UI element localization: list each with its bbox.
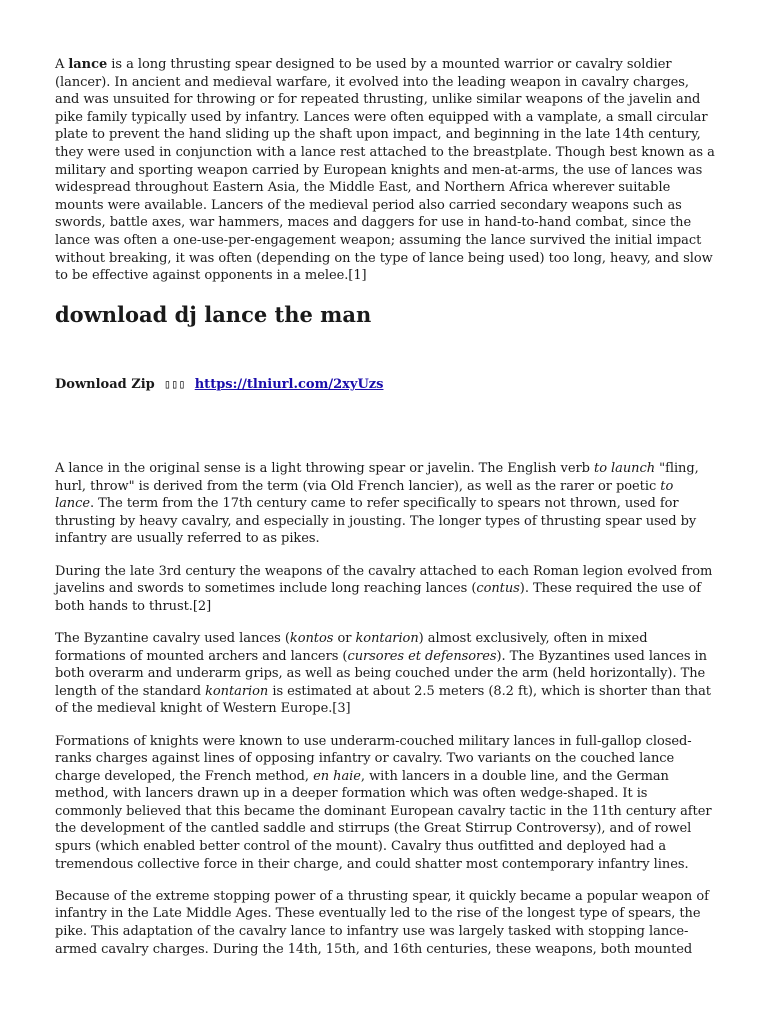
text-run: is estimated at about 2.5 meters (8.2 ft), which is shorter than that of the medieval knight of Western Europe.[3] <box>55 683 711 717</box>
italic-term: cursores et defensores <box>347 648 497 664</box>
paragraph-knights <box>55 733 715 874</box>
intro-prefix: A <box>55 57 69 72</box>
article-body <box>55 460 715 973</box>
text-run: , with lancers in a double line, and the German method, with lancers drawn up in a deeper formation which was often wedge-shaped. It is commonly believed that this became the dominant European cavalry tactic in the 11th century after the development of the cantled saddle and stirrups (the Great Stirrup Controversy), and of rowel spurs (which enabled better control of the mount). Cavalry thus outfitted and deployed had a tremendous collective force in their charge, and could shatter most contemporary infantry lines. <box>55 768 712 872</box>
page-heading: download dj lance the man <box>55 302 372 327</box>
italic-term: contus <box>476 581 520 597</box>
intro-paragraph <box>55 56 715 285</box>
text-run: or <box>333 630 356 646</box>
text-run: A lance in the original sense is a light throwing spear or javelin. The English verb <box>55 461 595 476</box>
intro-bold-term: lance <box>68 57 108 72</box>
text-run: ) almost exclusively, often in mixed formations of mounted archers and lancers ( <box>55 630 648 664</box>
text-run: ). These required the use of both hands to thrust.[2] <box>55 581 702 614</box>
download-link[interactable]: https://tlniurl.com/2xyUzs <box>194 377 384 392</box>
italic-term: kontos <box>289 630 334 646</box>
paragraph-roman <box>55 563 715 616</box>
download-label: Download Zip <box>55 377 155 392</box>
italic-term: kontarion <box>355 630 419 646</box>
download-glyph-icon: ▯▯▯ <box>163 377 186 391</box>
text-run: . The term from the 17th century came to refer specifically to spears not thrown, used for thrusting by heavy cavalry, and especially in jousting. The longer types of thrusting spear used by infantry are usually referred to as pikes. <box>55 496 697 547</box>
intro-text: is a long thrusting spear designed to be used by a mounted warrior or cavalry soldier (lancer). In ancient and medieval warfare, it evolved into the leading weapon in cavalry charges, and was unsuited for throwing or for repeated thrusting, unlike similar weapons of the javelin and pike family typically used by infantry. Lances were often equipped with a vamplate, a small circular plate to prevent the hand sliding up the shaft upon impact, and beginning in the late 14th century, they were used in conjunction with a lance rest attached to the breastplate. Though best known as a military and sporting weapon carried by European knights and men-at-arms, the use of lances was widespread throughout Eastern Asia, the Middle East, and Northern Africa wherever suitable mounts were available. Lancers of the medieval period also carried secondary weapons such as swords, battle axes, war hammers, maces and daggers for use in hand-to-hand combat, since the lance was often a one-use-per-engagement weapon; assuming the lance survived the initial impact without breaking, it was often (depending on the type of lance being used) too long, heavy, and slow to be effective against opponents in a melee.[1] <box>55 57 715 284</box>
italic-term: to lance <box>55 478 674 512</box>
text-run: Formations of knights were known to use underarm-couched military lances in full-gallop closed-ranks charges against lines of opposing infantry or cavalry. Two variants on the couched lance charge developed, the French method, <box>55 733 692 784</box>
text-run: During the late 3rd century the weapons of the cavalry attached to each Roman legion evolved from javelins and swords to sometimes include long reaching lances ( <box>55 563 713 597</box>
paragraph-etymology <box>55 460 715 548</box>
italic-term: kontarion <box>205 683 269 699</box>
paragraph-infantry <box>55 888 715 958</box>
italic-term: to launch <box>594 461 656 476</box>
text-run: The Byzantine cavalry used lances ( <box>55 630 290 646</box>
download-row <box>55 376 383 394</box>
text-run: ). The Byzantines used lances in both overarm and underarm grips, as well as being couched under the arm (held horizontally). The length of the standard <box>55 648 707 699</box>
text-run: "fling, hurl, throw" is derived from the term (via Old French lancier), as well as the rarer or poetic <box>55 461 699 494</box>
text-run: Because of the extreme stopping power of a thrusting spear, it quickly became a popular weapon of infantry in the Late Middle Ages. These eventually led to the rise of the longest type of spears, the pike. This adaptation of the cavalry lance to infantry use was largely tasked with stopping lance-armed cavalry charges. During the 14th, 15th, and 16th centuries, these weapons, both mounted <box>55 888 709 957</box>
document-page <box>55 56 715 957</box>
italic-term: en haie <box>313 768 361 784</box>
paragraph-byzantine <box>55 630 715 718</box>
